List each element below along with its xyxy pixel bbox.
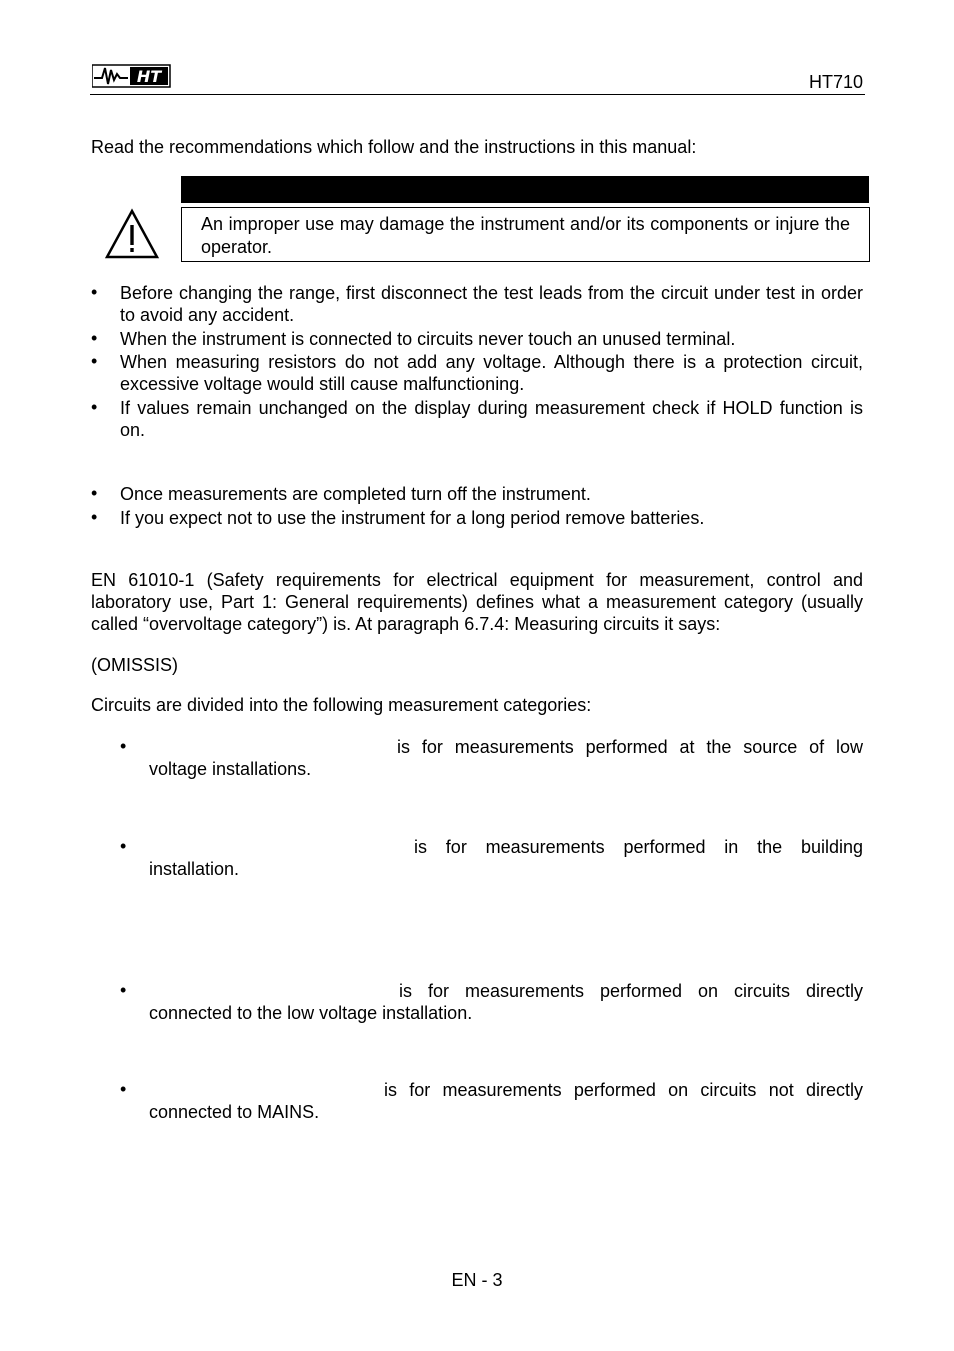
model-number: HT710 [808,72,863,92]
ht-logo [92,62,172,93]
warning-triangle-icon [104,208,160,265]
bullet: • [120,1079,127,1099]
bullet: • [91,282,98,302]
bullet: • [91,351,98,371]
standard-paragraph: EN 61010-1 (Safety requirements for electrical equipment for measurement, control and laboratory use, Part 1: General requirements) defines what a measurement category (usually called “overvoltage category”) is. At paragraph 6.7.4: Measuring circuits it says: [91,570,863,634]
bullet: • [120,836,127,856]
bullet: • [91,483,98,503]
svg-text:HT: HT [136,67,162,86]
ht-logo-icon [92,62,172,88]
bullet: • [120,736,127,756]
intro-text: Read the recommendations which follow and the instructions in this manual: [91,137,697,157]
bullet: • [91,397,98,417]
omissis-text: (OMISSIS) [91,655,179,675]
page-header [90,60,865,95]
warning-box [181,207,870,262]
categories-intro: Circuits are divided into the following measurement categories: [91,695,592,715]
page-number: EN - 3 [451,1270,503,1290]
bullet: • [120,980,127,1000]
bullet: • [91,328,98,348]
bullet: • [91,507,98,527]
warning-text: An improper use may damage the instrument and/or its components or injure the operator. [201,214,850,257]
warning-header-bar [181,176,869,203]
